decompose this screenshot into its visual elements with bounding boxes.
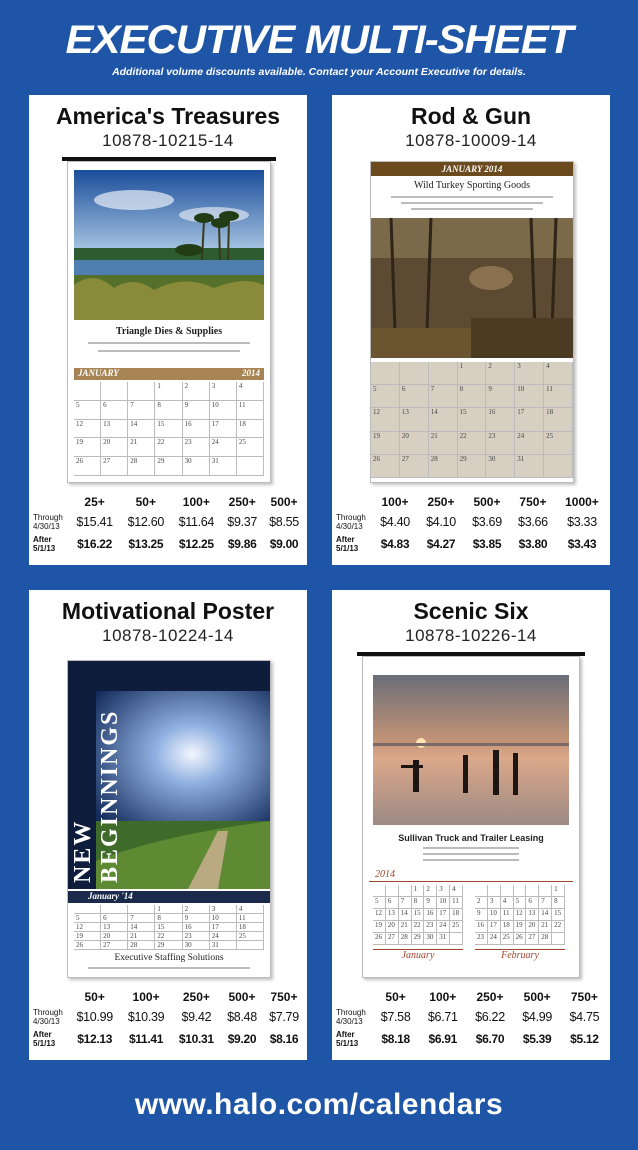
calendar-fine-print — [88, 342, 250, 344]
calendar-month-header — [371, 162, 573, 176]
calendar-company-name: Triangle Dies & Supplies — [115, 326, 223, 337]
price-after: $4.27 — [426, 537, 456, 551]
product-card-motivational-poster[interactable] — [29, 590, 307, 1060]
after-date-label: After 5/1/13 — [33, 535, 56, 553]
price-table — [336, 988, 608, 1050]
calendar-month-header — [74, 368, 264, 380]
price-after: $5.12 — [570, 1032, 599, 1046]
price-through: $15.41 — [76, 515, 113, 529]
calendar-image — [67, 660, 271, 978]
price-after: $9.20 — [227, 1032, 257, 1046]
sunset-photo — [373, 675, 569, 825]
product-card-americas-treasures[interactable] — [29, 95, 307, 565]
price-table — [33, 493, 305, 555]
quantity-tier: 250+ — [182, 990, 210, 1004]
price-after: $13.25 — [128, 537, 164, 551]
quantity-tier: 250+ — [427, 495, 455, 509]
calendar-fine-print — [401, 202, 543, 204]
calendar-grid: 1 2 3 4 5 6 7 8 9 10 11 12 13 14 15 16 17 18 19 20 21 22 23 24 25 26 27 28 29 30 31 — [371, 362, 573, 478]
calendar-fine-print — [423, 859, 519, 861]
quantity-tier: 500+ — [523, 990, 551, 1004]
through-date-label: Through 4/30/13 — [336, 1008, 366, 1026]
price-after: $3.85 — [472, 537, 502, 551]
calendar-grid: 1 2 3 4 5 6 7 8 9 10 11 12 13 14 15 16 17 18 19 20 21 22 23 24 25 26 27 28 29 30 31 — [74, 905, 264, 949]
deer-photo — [371, 218, 573, 358]
price-through: $4.75 — [569, 1010, 600, 1024]
quantity-tier: 100+ — [381, 495, 409, 509]
product-sku: 10878-10224-14 — [102, 626, 234, 645]
landscape-photo — [74, 170, 264, 320]
calendar-month-header — [68, 891, 270, 903]
calendar-month: January '14 — [88, 891, 133, 901]
quantity-row — [336, 493, 608, 511]
price-through: $3.69 — [472, 515, 502, 529]
calendar-fine-print — [423, 847, 519, 849]
through-price-row — [33, 511, 305, 533]
price-through: $8.55 — [269, 515, 299, 529]
price-after: $12.13 — [77, 1032, 113, 1046]
after-price-row — [336, 1028, 608, 1050]
quantity-tier: 750+ — [570, 990, 598, 1004]
price-after: $12.25 — [178, 537, 214, 551]
calendar-fine-print — [98, 350, 240, 352]
calendar-month-label: February — [475, 949, 565, 961]
after-date-label: After 5/1/13 — [33, 1030, 56, 1048]
calendar-month-label: January — [373, 949, 463, 961]
quantity-tier: 250+ — [228, 495, 256, 509]
price-through: $3.33 — [567, 515, 597, 529]
calendar-binding — [357, 652, 585, 656]
calendar-image — [370, 161, 574, 483]
quantity-tier: 25+ — [84, 495, 105, 509]
price-table — [33, 988, 305, 1050]
product-card-rod-and-gun[interactable] — [332, 95, 610, 565]
quantity-tier: 1000+ — [565, 495, 599, 509]
website-link[interactable]: www.halo.com/calendars — [134, 1088, 504, 1121]
quantity-tier: 50+ — [84, 990, 105, 1004]
product-card-scenic-six[interactable] — [332, 590, 610, 1060]
product-sku: 10878-10215-14 — [102, 131, 234, 150]
price-after: $11.41 — [128, 1032, 164, 1046]
through-price-row — [336, 1006, 608, 1028]
price-through: $4.10 — [426, 515, 456, 529]
quantity-tier: 500+ — [228, 990, 256, 1004]
price-through: $4.99 — [522, 1010, 553, 1024]
through-date-label: Through 4/30/13 — [336, 513, 366, 531]
after-date-label: After 5/1/13 — [336, 535, 359, 553]
calendar-grid: 1 2 3 4 5 6 7 8 9 10 11 12 13 14 15 16 17 18 19 20 21 22 23 24 25 26 27 28 29 30 31 — [74, 382, 264, 476]
price-after: $4.83 — [380, 537, 410, 551]
price-through: $8.48 — [227, 1010, 257, 1024]
calendar-grid-january: 1 2 3 4 5 6 7 8 9 10 11 12 13 14 15 16 17 18 19 20 21 22 23 24 25 26 27 28 29 30 31 — [373, 885, 463, 945]
quantity-tier: 50+ — [135, 495, 156, 509]
price-after: $3.80 — [518, 537, 548, 551]
price-through: $7.79 — [269, 1010, 299, 1024]
after-price-row — [336, 533, 608, 555]
quantity-tier: 100+ — [429, 990, 457, 1004]
price-through: $6.71 — [427, 1010, 458, 1024]
calendar-fine-print — [391, 196, 553, 198]
price-through: $7.58 — [380, 1010, 411, 1024]
price-through: $9.42 — [181, 1010, 212, 1024]
product-sku: 10878-10226-14 — [405, 626, 537, 645]
price-through: $12.60 — [127, 515, 164, 529]
price-through: $10.39 — [127, 1010, 165, 1024]
calendar-month: JANUARY — [78, 368, 119, 378]
quantity-tier: 50+ — [385, 990, 406, 1004]
price-through: $10.99 — [76, 1010, 113, 1024]
quantity-row — [33, 493, 305, 511]
price-through: $9.37 — [227, 515, 258, 529]
after-price-row — [33, 1028, 305, 1050]
price-after: $3.43 — [567, 537, 597, 551]
calendar-image — [67, 161, 271, 483]
through-date-label: Through 4/30/13 — [33, 1008, 63, 1026]
product-title: Scenic Six — [413, 598, 529, 624]
product-title: Rod & Gun — [410, 103, 532, 129]
calendar-year: 2014 — [242, 368, 260, 378]
price-after: $8.16 — [269, 1032, 299, 1046]
quantity-tier: 100+ — [132, 990, 160, 1004]
price-through: $4.40 — [380, 515, 410, 529]
price-table — [336, 493, 608, 555]
price-after: $6.70 — [475, 1032, 505, 1046]
price-after: $6.91 — [428, 1032, 458, 1046]
quantity-row — [336, 988, 608, 1006]
price-after: $9.00 — [269, 537, 299, 551]
through-price-row — [336, 511, 608, 533]
price-through: $11.64 — [178, 515, 215, 529]
calendar-fine-print — [411, 208, 533, 210]
through-date-label: Through 4/30/13 — [33, 513, 63, 531]
calendar-company-name: Wild Turkey Sporting Goods — [413, 180, 530, 191]
price-after: $10.31 — [178, 1032, 214, 1046]
page-title: EXECUTIVE MULTI-SHEET — [65, 18, 573, 62]
calendar-image — [362, 656, 580, 978]
quantity-tier: 750+ — [270, 990, 298, 1004]
page-subtitle: Additional volume discounts available. Contact your Account Executive for details. — [112, 66, 526, 78]
product-title: Motivational Poster — [61, 598, 275, 624]
calendar-grid-february: 1 2 3 4 5 6 7 8 9 10 11 12 13 14 15 16 17 18 19 20 21 22 23 24 25 26 27 28 — [475, 885, 565, 945]
quantity-tier: 750+ — [519, 495, 547, 509]
price-after: $5.39 — [522, 1032, 552, 1046]
after-date-label: After 5/1/13 — [336, 1030, 359, 1048]
calendar-fine-print — [88, 967, 250, 969]
calendar-company-name: Sullivan Truck and Trailer Leasing — [398, 833, 544, 843]
price-through: $3.66 — [518, 515, 548, 529]
through-price-row — [33, 1006, 305, 1028]
price-after: $8.18 — [381, 1032, 410, 1046]
price-through: $6.22 — [475, 1010, 505, 1024]
calendar-company-name: Executive Staffing Solutions — [114, 953, 224, 963]
calendar-month: JANUARY 2014 — [441, 164, 503, 174]
calendar-year: 2014 — [375, 869, 395, 880]
calendar-fine-print — [423, 853, 519, 855]
price-after: $16.22 — [77, 537, 113, 551]
price-after: $9.86 — [227, 537, 257, 551]
product-sku: 10878-10009-14 — [405, 131, 537, 150]
after-price-row — [33, 533, 305, 555]
quantity-tier: 500+ — [473, 495, 501, 509]
poster-headline: NEW BEGINNINGS — [70, 709, 123, 883]
quantity-row — [33, 988, 305, 1006]
quantity-tier: 100+ — [182, 495, 210, 509]
divider — [369, 881, 573, 882]
quantity-tier: 500+ — [270, 495, 298, 509]
calendar-binding — [62, 157, 276, 161]
quantity-tier: 250+ — [476, 990, 504, 1004]
product-title: America's Treasures — [55, 103, 281, 129]
